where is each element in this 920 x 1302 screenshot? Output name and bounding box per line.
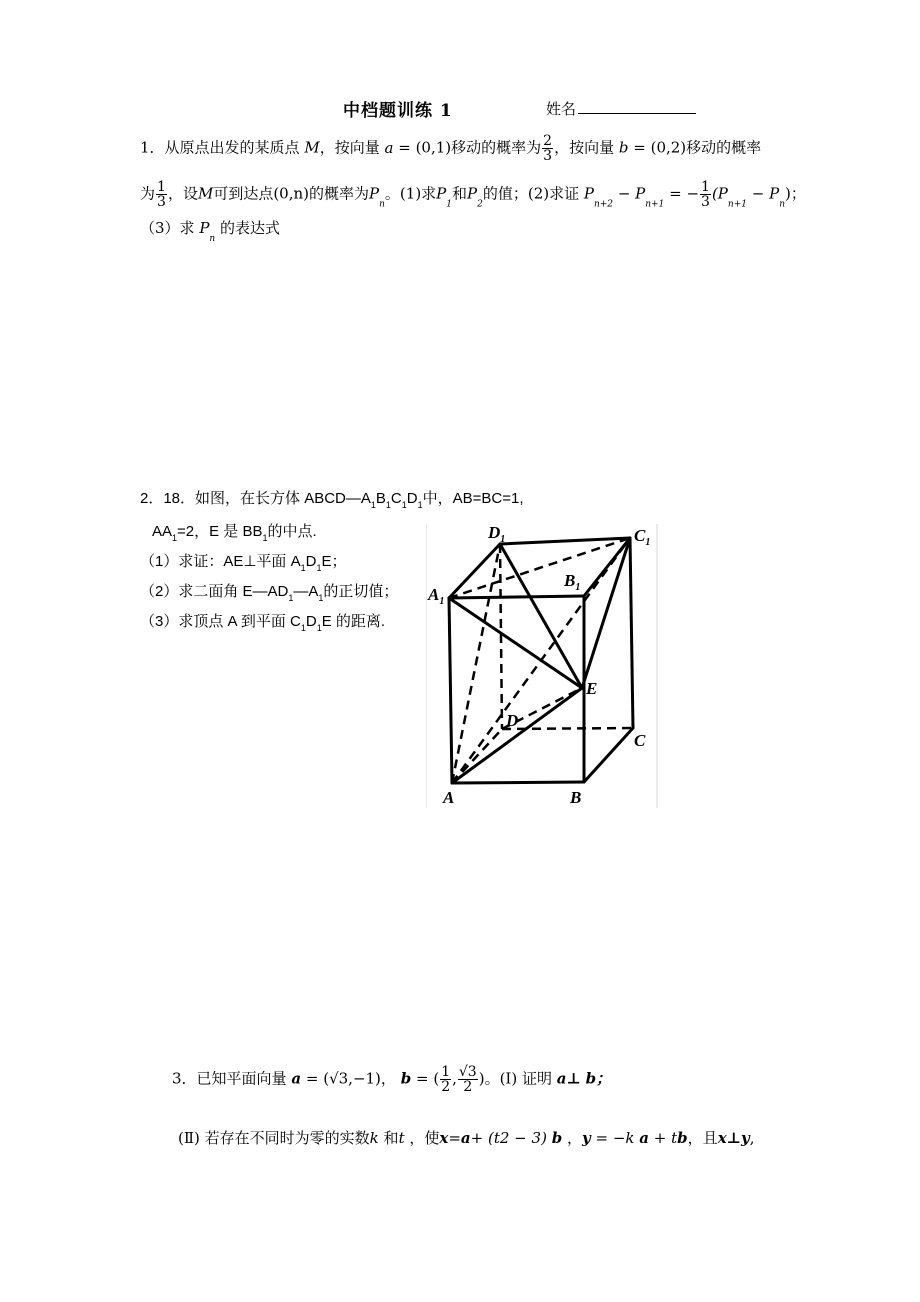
- q3-expr: b: [677, 1129, 688, 1147]
- q1-var-m: M: [197, 184, 214, 203]
- q2-text: B: [375, 490, 386, 507]
- edge-ab: [452, 782, 584, 783]
- q3-expr: ,: [452, 1069, 457, 1088]
- q3-number: 3．: [172, 1069, 197, 1088]
- q1-line3: [140, 218, 280, 249]
- page-title: 中档题训练 1: [343, 101, 453, 121]
- q3-expr: b: [551, 1129, 563, 1147]
- q2-text: —A: [293, 583, 319, 600]
- q2-sub: 1: [300, 563, 306, 573]
- q1-var-p: P: [199, 219, 210, 237]
- q2-text: （3）求顶点 A 到平面 C: [140, 613, 301, 630]
- q2-text: E；: [321, 553, 347, 570]
- q3-text: 和: [383, 1129, 399, 1147]
- q1-sub: n: [779, 199, 785, 210]
- q1-prob-fraction: [542, 134, 553, 163]
- q1-third: [700, 180, 711, 209]
- q1-var-m: M: [304, 138, 320, 157]
- q1-expr: − P: [617, 184, 646, 203]
- q2-text: C: [390, 490, 402, 507]
- q3-text: ，且: [687, 1129, 718, 1147]
- label-d: D: [506, 711, 519, 730]
- q1-sub: n+2: [593, 199, 614, 210]
- q1-line2: [140, 180, 806, 215]
- q2-sub: 1: [417, 500, 423, 510]
- q3-vec-a: a: [291, 1069, 302, 1088]
- q1-var-p: P: [436, 184, 447, 203]
- q1-expr: − P: [751, 184, 780, 203]
- numerator: 1: [441, 1064, 451, 1080]
- q3-frac-sqrt3: [458, 1065, 478, 1094]
- q1-var-p: P: [583, 184, 594, 203]
- label-d1: $D_1$: [488, 524, 506, 545]
- q1-sub: n+1: [645, 199, 665, 210]
- q3-line1: [172, 1065, 611, 1094]
- q1-expr: (P: [711, 184, 728, 203]
- q2-sub: 1: [401, 500, 407, 510]
- q1-text: （3）求: [140, 219, 195, 237]
- q3-var-x: x: [439, 1129, 449, 1147]
- q3-expr: = (: [305, 1069, 330, 1088]
- q3-vec-b: b: [400, 1069, 412, 1088]
- q3-var-k: k: [369, 1129, 379, 1147]
- name-blank: [578, 99, 696, 114]
- q2-sub: 1: [172, 533, 178, 543]
- name-label: 姓名: [546, 100, 577, 118]
- q2-text: D: [406, 490, 418, 507]
- label-a1: $A_1$: [428, 585, 445, 607]
- q3-text: (Ⅱ) 若存在不同时为零的实数: [178, 1129, 370, 1147]
- q1-vec-b: b: [618, 138, 629, 157]
- q2-item3: [140, 612, 385, 638]
- q3-expr: a: [460, 1129, 471, 1147]
- q2-text: 2．18．如图，在长方体 ABCD—A: [140, 490, 371, 507]
- q3-var-y: y: [582, 1129, 591, 1147]
- cuboid-figure: [426, 524, 658, 808]
- q2-line2: [152, 522, 317, 548]
- q3-sqrt: √3: [329, 1069, 349, 1088]
- q1-text: 的概率为: [309, 184, 370, 203]
- q1-expr: )；: [785, 184, 806, 203]
- q2-sub: 1: [316, 563, 322, 573]
- numerator: 1: [157, 179, 166, 195]
- q1-sub: 1: [446, 199, 452, 210]
- q1-text: 移动的概率: [686, 138, 762, 157]
- q3-text: ,: [749, 1129, 755, 1147]
- q1-number: 1．: [140, 138, 165, 157]
- q1-sub: n+1: [727, 199, 747, 210]
- q3-expr: = −k: [595, 1129, 635, 1147]
- label-b: B: [570, 788, 582, 807]
- label-e: E: [586, 679, 598, 698]
- q1-sub: n: [379, 199, 385, 210]
- q1-sub: n: [209, 234, 216, 244]
- q3-expr: y: [741, 1129, 750, 1147]
- q2-text: 中，AB=BC=1,: [422, 490, 524, 507]
- q1-var-p: P: [369, 184, 380, 203]
- q3-expr: = (: [415, 1069, 440, 1088]
- denominator: 3: [701, 194, 710, 210]
- q2-text: E 的距离.: [321, 613, 386, 630]
- q2-sub: 1: [300, 623, 306, 633]
- q2-text: 的中点.: [267, 523, 317, 540]
- q1-vec-a-value: = (0,1): [398, 138, 452, 157]
- q3-expr: =: [448, 1129, 461, 1147]
- q1-expr: = −: [669, 184, 700, 203]
- name-field: [546, 98, 696, 119]
- q1-text: ，按向量: [319, 138, 380, 157]
- denominator: 2: [441, 1079, 451, 1095]
- q2-text: =2，E 是 BB: [177, 523, 263, 540]
- denominator: 3: [157, 194, 166, 210]
- q3-expr: + t: [653, 1129, 678, 1147]
- q2-line1: [140, 489, 524, 515]
- numerator: √3: [458, 1064, 477, 1080]
- q2-text: （1）求证：AE⊥平面 A: [140, 553, 301, 570]
- q2-sub: 1: [262, 533, 268, 543]
- q2-text: 的正切值；: [323, 583, 399, 600]
- q1-point: (0,n): [273, 184, 310, 203]
- denominator: 2: [463, 1079, 473, 1095]
- q2-sub: 1: [370, 500, 376, 510]
- numerator: 1: [701, 179, 710, 195]
- q1-text: 。(1)求: [384, 184, 437, 203]
- q3-text: ，使: [409, 1129, 440, 1147]
- q1-text: 从原点出发的某质点: [164, 138, 300, 157]
- q1-vec-a: a: [384, 138, 394, 157]
- q1-text: 的表达式: [220, 219, 281, 237]
- q3-expr: ,−1): [348, 1069, 381, 1088]
- q1-prob-fraction-2: [156, 180, 167, 209]
- label-c: C: [634, 731, 646, 750]
- q3-var-t: t: [398, 1129, 405, 1147]
- q1-vec-b-value: = (0,2): [633, 138, 687, 157]
- q2-sub: 1: [288, 593, 294, 603]
- edge-dc-hidden: [502, 728, 633, 729]
- q2-text: AA: [152, 523, 173, 540]
- q1-sub: 2: [477, 199, 483, 210]
- q1-line1: [140, 134, 761, 163]
- label-a: A: [443, 788, 455, 807]
- q1-text: 为: [140, 184, 156, 203]
- q3-text: ，: [380, 1069, 396, 1088]
- q2-sub: 1: [318, 593, 324, 603]
- q3-expr: x⊥: [717, 1129, 742, 1147]
- q1-text: ，按向量: [554, 138, 615, 157]
- q3-expr: + (t2 − 3): [470, 1129, 547, 1147]
- q2-item2: [140, 582, 398, 608]
- q2-sub: 1: [385, 500, 391, 510]
- q2-sub: 1: [316, 623, 322, 633]
- q1-text: 移动的概率为: [451, 138, 542, 157]
- label-b1: $B_1$: [564, 571, 581, 593]
- q3-expr: a: [639, 1129, 650, 1147]
- edge-a1b1: [449, 596, 584, 598]
- q3-text: ，: [566, 1129, 582, 1147]
- q1-text: 和: [452, 184, 468, 203]
- denominator: 3: [543, 148, 553, 164]
- q1-text: ，设: [167, 184, 198, 203]
- q3-expr: b；: [585, 1069, 612, 1088]
- numerator: 2: [543, 133, 553, 149]
- q3-expr: a⊥: [556, 1069, 581, 1088]
- q3-text: 。(Ⅰ) 证明: [484, 1069, 552, 1088]
- q2-text: D: [305, 553, 317, 570]
- label-c1: $C_1$: [634, 526, 651, 548]
- q1-text: 的值；(2)求证: [482, 184, 580, 203]
- q2-item1: [140, 552, 346, 578]
- q3-expr: ): [478, 1069, 485, 1088]
- q1-text: 可到达点: [213, 184, 274, 203]
- q3-line2: [178, 1128, 755, 1148]
- q3-text: 已知平面向量: [196, 1069, 287, 1088]
- q1-var-p: P: [467, 184, 478, 203]
- q3-frac-half: [440, 1065, 451, 1094]
- q2-text: （2）求二面角 E—AD: [140, 583, 289, 600]
- q2-text: D: [305, 613, 317, 630]
